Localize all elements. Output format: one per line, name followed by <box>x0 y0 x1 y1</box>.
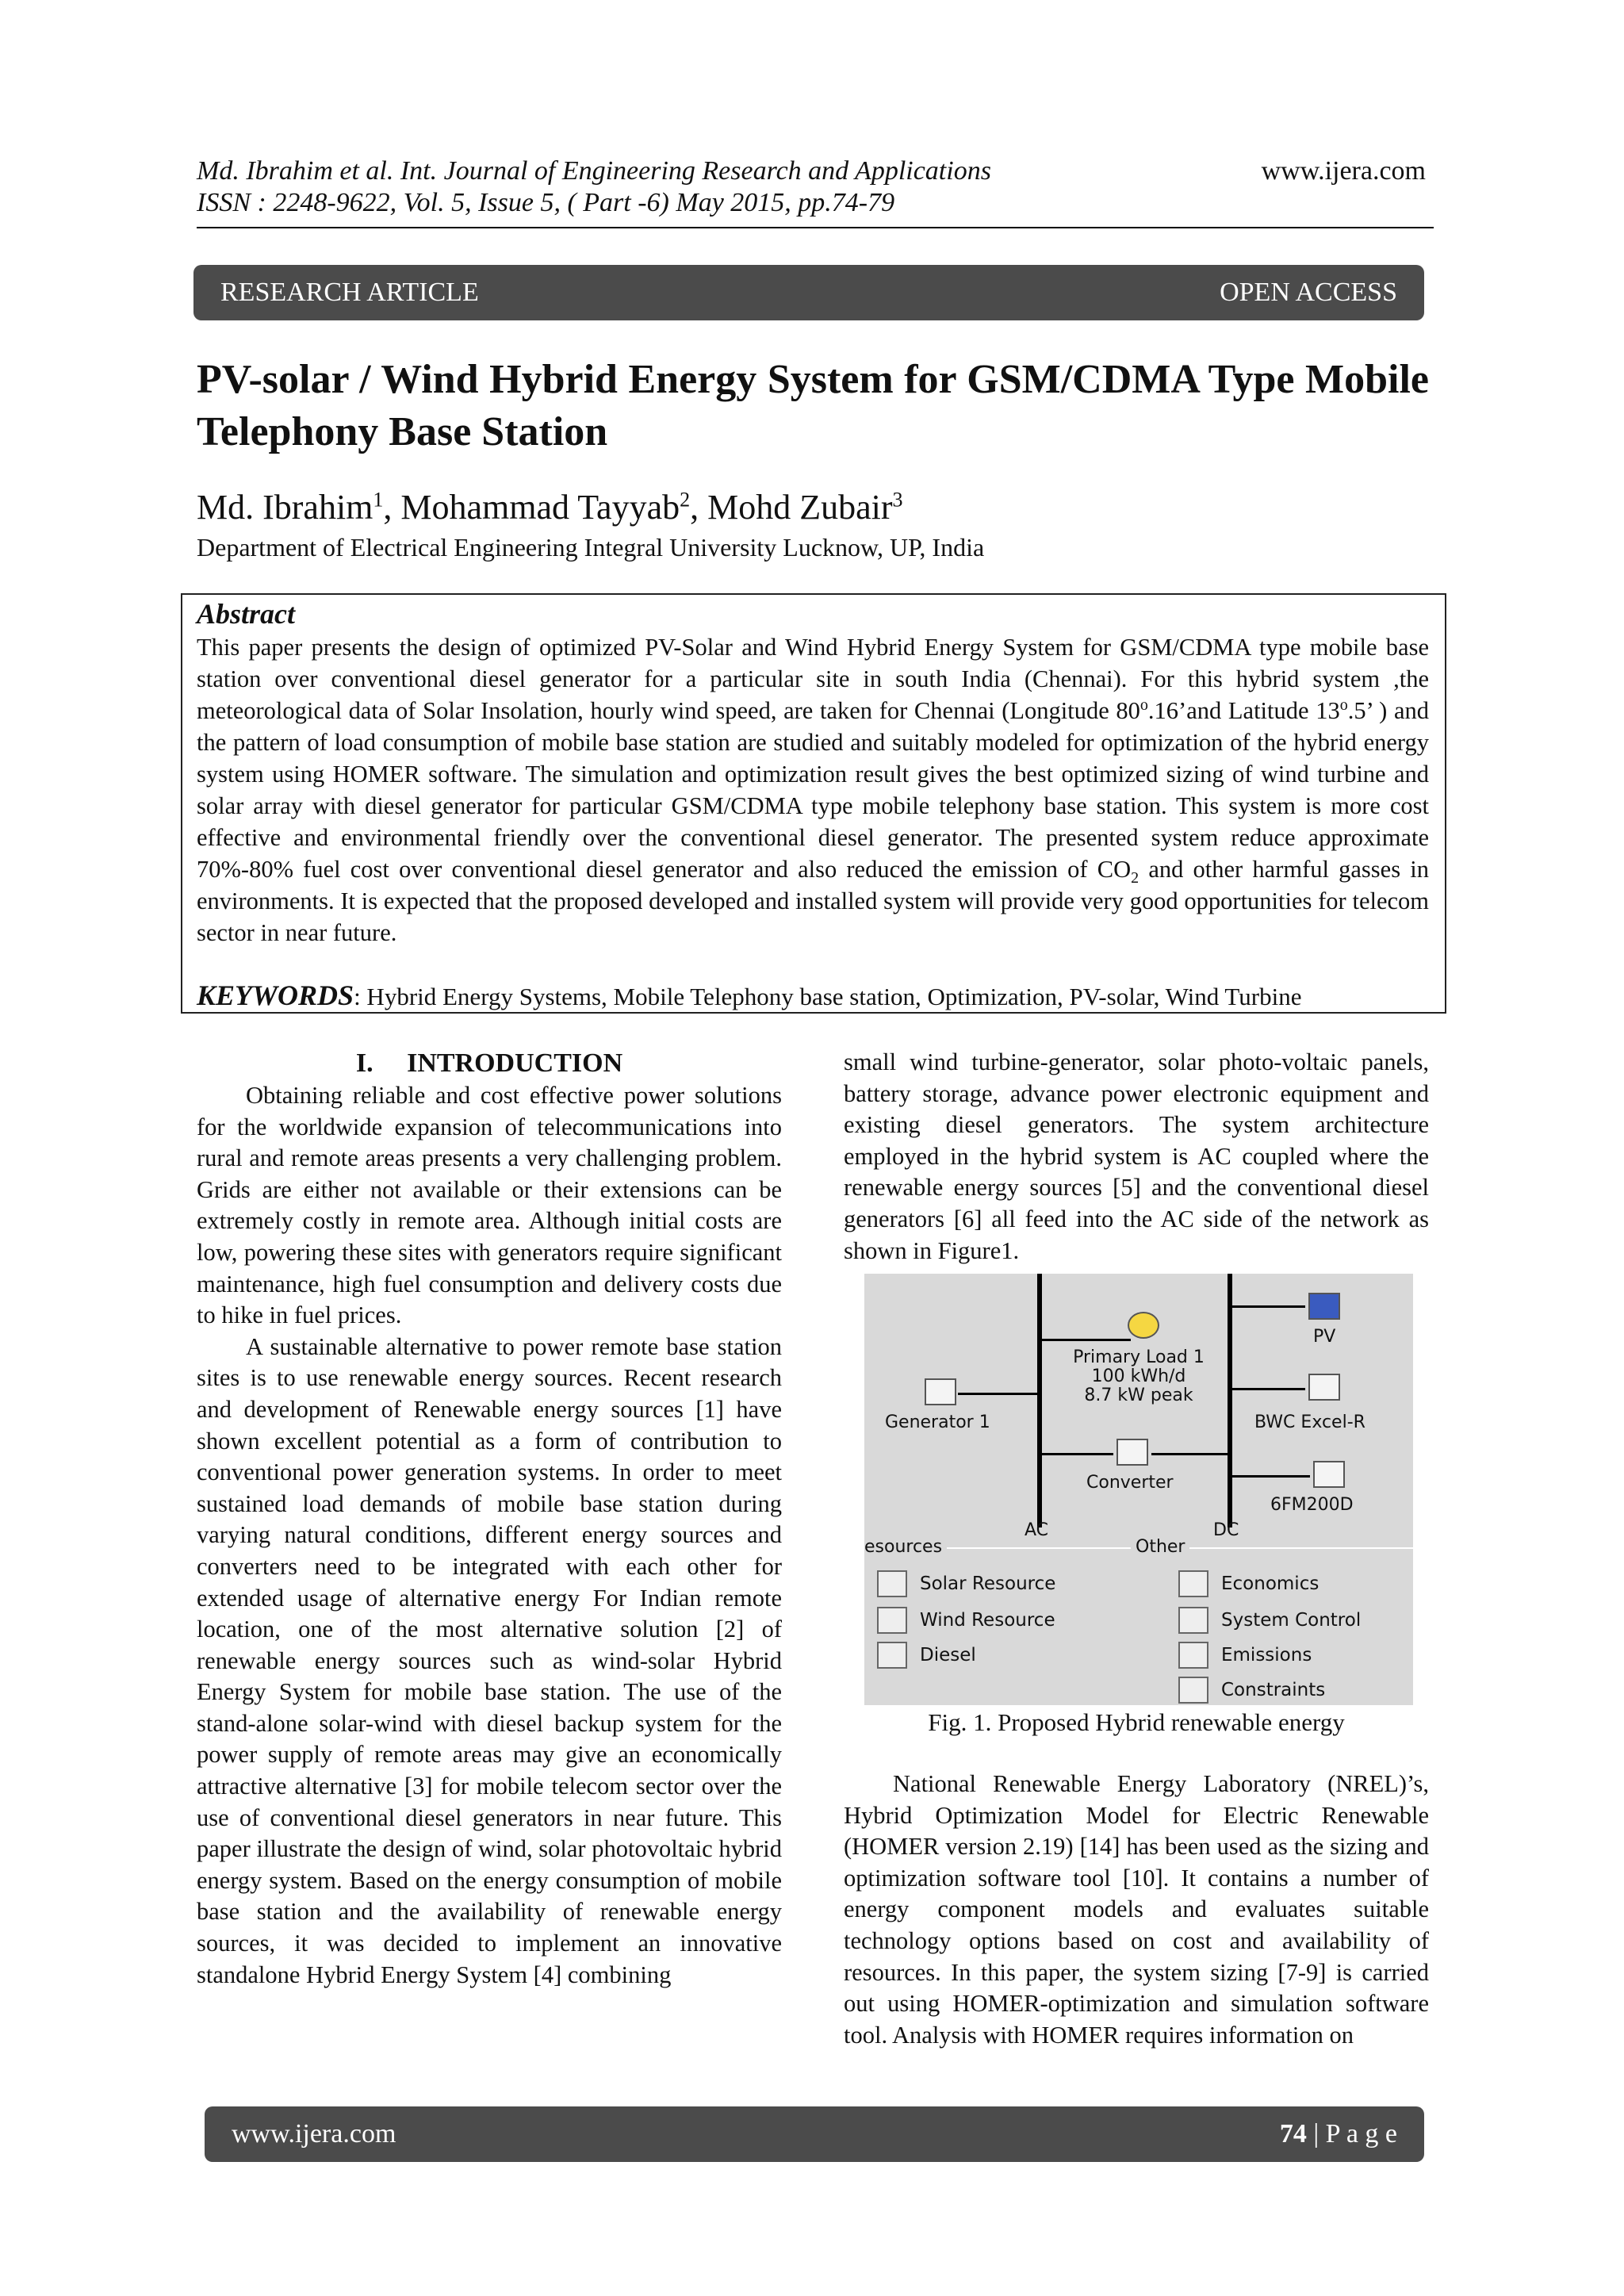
abstract-text-part: This paper presents the design of optimized PV-Solar and Wind Hybrid Energy System for GSM/CDMA type mobile base station over conventional diesel generator for a particular site in south India (Chennai). For this hybrid system ,the meteorological data of Solar Insolation, hourly wind speed, are taken for Chennai (Longitude 80 <box>197 634 1429 724</box>
solar-resource-item[interactable] <box>877 1570 1055 1597</box>
keywords-label: KEYWORDS <box>197 979 354 1011</box>
wind-icon <box>877 1607 907 1634</box>
battery-label: 6FM200D <box>1270 1495 1354 1515</box>
control-icon <box>1178 1607 1208 1634</box>
wind-turbine-label: BWC Excel-R <box>1254 1412 1365 1432</box>
journal-header-url[interactable]: www.ijera.com <box>1261 156 1426 186</box>
diesel-drop-icon <box>877 1642 907 1669</box>
diesel-item[interactable] <box>877 1642 976 1669</box>
footer-page <box>1280 2119 1397 2149</box>
abstract-text-part: and other harmful gasses in environments. It is expected that the proposed developed and installed system will provide very good opportunities for telecom sector in near future. <box>197 856 1429 946</box>
author-name: Mohd Zubair <box>707 488 893 527</box>
author-list: Md. Ibrahim$^1$, Mohammad Tayyab$^2$, Mohd Zubair$^3$ <box>197 488 903 527</box>
pv-arrow <box>1232 1305 1305 1308</box>
dc-bus <box>1228 1274 1232 1527</box>
pv-panel-icon[interactable] <box>1308 1293 1340 1320</box>
figure-caption: Fig. 1. Proposed Hybrid renewable energy <box>928 1708 1345 1736</box>
other-item-label: System Control <box>1221 1610 1362 1631</box>
generator-arrow <box>958 1393 1037 1395</box>
degree-mark: o <box>1339 696 1348 714</box>
degree-mark: o <box>1139 696 1148 714</box>
ac-bus <box>1037 1274 1042 1527</box>
resources-label: esources <box>864 1538 947 1557</box>
load-arrow <box>1042 1339 1131 1341</box>
section-title: INTRODUCTION <box>407 1048 623 1078</box>
footer-url[interactable]: www.ijera.com <box>232 2119 396 2148</box>
generator-icon[interactable] <box>925 1378 956 1405</box>
keywords-text: : Hybrid Energy Systems, Mobile Telephony base station, Optimization, PV-solar, Wind Turbine <box>354 983 1302 1010</box>
author-affil-mark: 3 <box>892 488 903 512</box>
abstract-heading: Abstract <box>197 598 296 630</box>
resource-label: Diesel <box>920 1645 976 1665</box>
other-item-label: Constraints <box>1221 1680 1326 1700</box>
converter-icon[interactable] <box>1116 1439 1148 1466</box>
page-suffix: | P a g e <box>1306 2119 1397 2148</box>
load-peak: 8.7 kW peak <box>1084 1386 1193 1405</box>
money-icon <box>1178 1570 1208 1597</box>
emissions-icon <box>1178 1642 1208 1669</box>
emissions-item[interactable] <box>1178 1642 1312 1669</box>
right-column <box>844 1047 1429 1267</box>
battery-icon[interactable] <box>1313 1461 1345 1488</box>
header-rule <box>197 227 1434 228</box>
keywords-line <box>197 979 1301 1014</box>
converter-ac-arrow <box>1042 1453 1113 1455</box>
body-paragraph: Obtaining reliable and cost effective power solutions for the worldwide expansion of telecommunications into rural and remote areas presents a very challenging problem. Grids are either not available or their extensions can be extremely costly in remote area. Although initial costs are low, powering these sites with generators require significant maintenance, high fuel consumption and delivery costs due to hike in fuel prices. <box>197 1082 782 1329</box>
page-number: 74 <box>1279 2119 1307 2148</box>
constraints-item[interactable] <box>1178 1677 1325 1704</box>
other-item-label: Emissions <box>1221 1645 1312 1665</box>
converter-label: Converter <box>1086 1473 1174 1493</box>
resource-label: Solar Resource <box>920 1573 1056 1594</box>
constraints-icon <box>1178 1677 1208 1704</box>
paper-title: PV-solar / Wind Hybrid Energy System for GSM/CDMA Type Mobile Telephony Base Station <box>197 357 1429 454</box>
hybrid-system-diagram <box>864 1274 1413 1705</box>
body-paragraph: National Renewable Energy Laboratory (NREL)’s, Hybrid Optimization Model for Electric Renewable (HOMER version 2.19) [14] has been used as the sizing and optimization software tool [10]. It contains a number of energy component models and evaluates suitable technology options based on cost and availability of resources. In this paper, the system sizing [7-9] is carried out using HOMER-optimization and simulation software tool. Analysis with HOMER requires information on <box>844 1770 1429 2049</box>
co2-subscript: 2 <box>1131 869 1139 887</box>
converter-dc-arrow <box>1151 1453 1228 1455</box>
load-bulb-icon[interactable] <box>1128 1312 1159 1339</box>
left-column <box>197 1047 782 1991</box>
journal-header-line2: ISSN : 2248-9622, Vol. 5, Issue 5, ( Part -6) May 2015, pp.74-79 <box>197 188 895 217</box>
body-paragraph: small wind turbine-generator, solar photo-voltaic panels, battery storage, advance power electronic equipment and existing diesel generators. The system architecture employed in the hybrid system is AC coupled where the renewable energy sources [5] and the conventional diesel generators [6] all feed into the AC side of the network as shown in Figure1. <box>844 1048 1429 1264</box>
dc-bus-label: DC <box>1213 1520 1239 1540</box>
system-control-item[interactable] <box>1178 1607 1361 1634</box>
ac-bus-label: AC <box>1025 1520 1049 1540</box>
article-banner <box>193 265 1424 320</box>
load-energy: 100 kWh/d <box>1091 1366 1186 1386</box>
generator-label: Generator 1 <box>885 1412 990 1432</box>
sun-icon <box>877 1570 907 1597</box>
journal-header-line1: Md. Ibrahim et al. Int. Journal of Engineering Research and Applications <box>197 156 991 186</box>
abstract-text <box>197 631 1429 949</box>
banner-open-access: OPEN ACCESS <box>1220 278 1397 307</box>
author-affil-mark: 2 <box>680 488 691 512</box>
battery-arrow <box>1232 1475 1310 1478</box>
abstract-text-part: .16’and Latitude 13 <box>1147 697 1340 724</box>
wind-arrow <box>1232 1388 1305 1390</box>
resource-label: Wind Resource <box>920 1610 1055 1631</box>
right-column-lower <box>844 1769 1429 2051</box>
author-name: Md. Ibrahim <box>197 488 373 527</box>
section-number: I. <box>355 1048 373 1078</box>
load-name: Primary Load 1 <box>1073 1347 1205 1367</box>
abstract-text-part: .5’ ) and the pattern of load consumption of mobile base station are studied and suitably modeled for optimization of the hybrid energy system using HOMER software. The simulation and optimization result gives the best optimized sizing of wind turbine and solar array with diesel generator for particular GSM/CDMA type mobile telephony base station. This system is more cost effective and environmental friendly over the conventional diesel generator. The presented system reduce approximate 70%-80% fuel cost over conventional diesel generator and also reduced the emission of CO <box>197 697 1429 883</box>
banner-research-article: RESEARCH ARTICLE <box>220 278 479 307</box>
other-label: Other <box>1131 1538 1189 1557</box>
other-item-label: Economics <box>1221 1573 1320 1594</box>
wind-turbine-icon[interactable] <box>1308 1374 1340 1401</box>
author-affil-mark: 1 <box>373 488 384 512</box>
affiliation: Department of Electrical Engineering Integral University Lucknow, UP, India <box>197 533 985 562</box>
pv-label: PV <box>1313 1327 1336 1347</box>
body-paragraph: A sustainable alternative to power remote base station sites is to use renewable energy sources. Recent research and development of Renewable energy sources [1] have shown excellent potential as a form of contribution to conventional power generation systems. In order to meet sustained load demands of mobile base station during varying natural conditions, different energy sources and converters need to be integrated with each other for extended usage of alternative energy For Indian remote location, one of the most alternative solution [2] of renewable energy sources such as wind-solar Hybrid Energy System for mobile base station. The use of the stand-alone solar-wind with diesel backup system for the power supply of remote areas may give an economically attractive alternative [3] for mobile telecom sector over the use of conventional diesel generators in near future. This paper illustrate the design of wind, solar photovoltaic hybrid energy system. Based on the energy consumption of mobile base station and the availability of renewable energy sources, it was decided to implement an innovative standalone Hybrid Energy System [4] combining <box>197 1332 782 1988</box>
section-heading-introduction <box>197 1047 782 1080</box>
footer-bar <box>205 2106 1424 2162</box>
economics-item[interactable] <box>1178 1570 1319 1597</box>
wind-resource-item[interactable] <box>877 1607 1055 1634</box>
author-name: Mohammad Tayyab <box>400 488 680 527</box>
